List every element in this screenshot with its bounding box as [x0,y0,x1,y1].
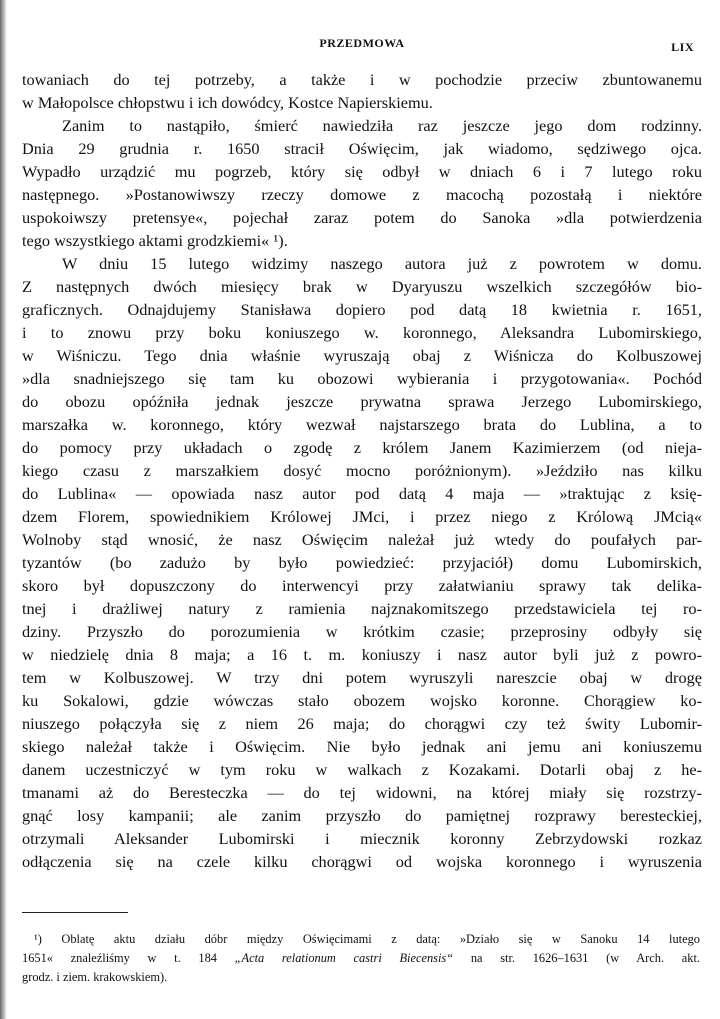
text-line: tem w Kolbuszowej. W trzy dni potem wyruszyli nareszcie obaj w drogę [22,668,702,687]
page-spine-shadow [0,0,7,1019]
text-line: tmanami aż do Beresteczka — do tej widowni, na której miały się rozstrzy- [22,783,702,802]
text-line: Wolnoby stąd wnosić, że nasz Oświęcim należał już wtedy do poufałych par- [22,530,702,549]
text-line: skiego należał także i Oświęcim. Nie było jednak ani jemu ani koniuszemu [22,737,702,756]
text-line: uspokoiwszy pretensye«, pojechał zaraz potem do Sanoka »dla potwierdzenia [22,208,702,227]
text-line: tyzantów (bo zadużo by było powiedzieć: przyjaciół) domu Lubomirskich, [22,553,702,572]
text-line: W dniu 15 lutego widzimy naszego autora już z powrotem w domu. [62,254,702,273]
text-line: graficznych. Odnajdujemy Stanisława dopiero pod datą 18 kwietnia r. 1651, [22,300,702,319]
footnote-line: ¹) Oblatę aktu działu dóbr między Oświęcimami z datą: »Działo się w Sanoku 14 lutego [34,932,700,946]
text-line: i to znowu przy boku koniuszego w. koronnego, Aleksandra Lubomirskiego, [22,323,702,342]
footnote-text: 1651« znaleźliśmy w t. 184 [22,951,217,965]
text-line: tnej i drażliwej natury z ramienia najznakomitszego przedstawiciela tej ro- [22,599,702,618]
text-line: dziny. Przyszło do porozumienia w krótkim czasie; przeprosiny odbyły się [22,622,702,641]
footnote-line: grodz. i ziem. krakowskiem). [22,970,168,984]
footnote-line [22,949,700,968]
text-line: w Wiśniczu. Tego dnia właśnie wyruszają obaj z Wiśnicza do Kolbuszowej [22,346,702,365]
text-line: Wypadło urządzić mu pogrzeb, który się odbył w dniach 6 i 7 lutego roku [22,162,702,181]
text-line: odłączenia się na czele kilku chorągwi od wojska koronnego i wyruszenia [22,852,702,871]
text-line: gnąć losy kampanii; ale zanim przyszło do pamiętnej rozprawy beresteckiej, [22,806,702,825]
text-line: skoro był dopuszczony do interwencyi przy załatwianiu sprawy tak delika- [22,576,702,595]
footnote [22,930,700,987]
text-line: otrzymali Aleksander Lubomirski i miecznik koronny Zebrzydowski rozkaz [22,829,702,848]
running-head-title: PRZEDMOWA [319,36,405,50]
body-text [22,68,702,873]
footnote-text: na str. 1626–1631 (w Arch. akt. [470,951,700,965]
text-line: następnego. »Postanowiwszy rzeczy domowe z macochą pozostałą i niektóre [22,185,702,204]
text-line: »dla snadniejszego się tam ku obozowi wybierania i przygotowania«. Pochód [22,369,702,388]
footnote-source-title: „Acta relationum castri Biecensis“ [234,951,454,965]
text-line: kiego czasu z marszałkiem dosyć mocno poróżnionym). »Jeździło nas kilku [22,461,702,480]
text-line: do pomocy przy układach o zgodę z królem Janem Kazimierzem (od nieja- [22,438,702,457]
text-line: Z następnych dwóch miesięcy brak w Dyaryuszu wszelkich szczegółów bio- [22,277,702,296]
text-line: danem uczestniczyć w tym roku w walkach z Kozakami. Dotarli obaj z he- [22,760,702,779]
text-line: do obozu opóźniła jednak jeszcze prywatna sprawa Jerzego Lubomirskiego, [22,392,702,411]
text-line: niuszego połączyła się z niem 26 maja; do chorągwi czy też świty Lubomir- [22,714,702,733]
running-head [22,36,702,58]
text-line: dzem Florem, spowiednikiem Królowej JMci, i przez niego z Królową JMcią« [22,507,702,526]
text-line: Zanim to nastąpiło, śmierć nawiedziła raz jeszcze jego dom rodzinny. [62,116,702,135]
text-line: w Małopolsce chłopstwu i ich dowódcy, Kostce Napierskiemu. [22,93,433,112]
text-line: tego wszystkiego aktami grodzkiemi« ¹). [22,231,288,250]
text-line: ku Sokalowi, gdzie wówczas stało obozem wojsko koronne. Chorągiew ko- [22,691,702,710]
page-number: LIX [671,40,694,54]
text-line: w niedzielę dnia 8 maja; a 16 t. m. koniuszy i nasz autor byli już z powro- [22,645,702,664]
text-line: towaniach do tej potrzeby, a także i w pochodzie przeciw zbuntowanemu [22,70,702,89]
footnote-divider [22,912,128,913]
text-line: Dnia 29 grudnia r. 1650 stracił Oświęcim, jak wiadomo, sędziwego ojca. [22,139,702,158]
text-line: marszałka w. koronnego, który wezwał najstarszego brata do Lublina, a to [22,415,702,434]
text-line: do Lublina« — opowiada nasz autor pod datą 4 maja — »traktując z księ- [22,484,702,503]
